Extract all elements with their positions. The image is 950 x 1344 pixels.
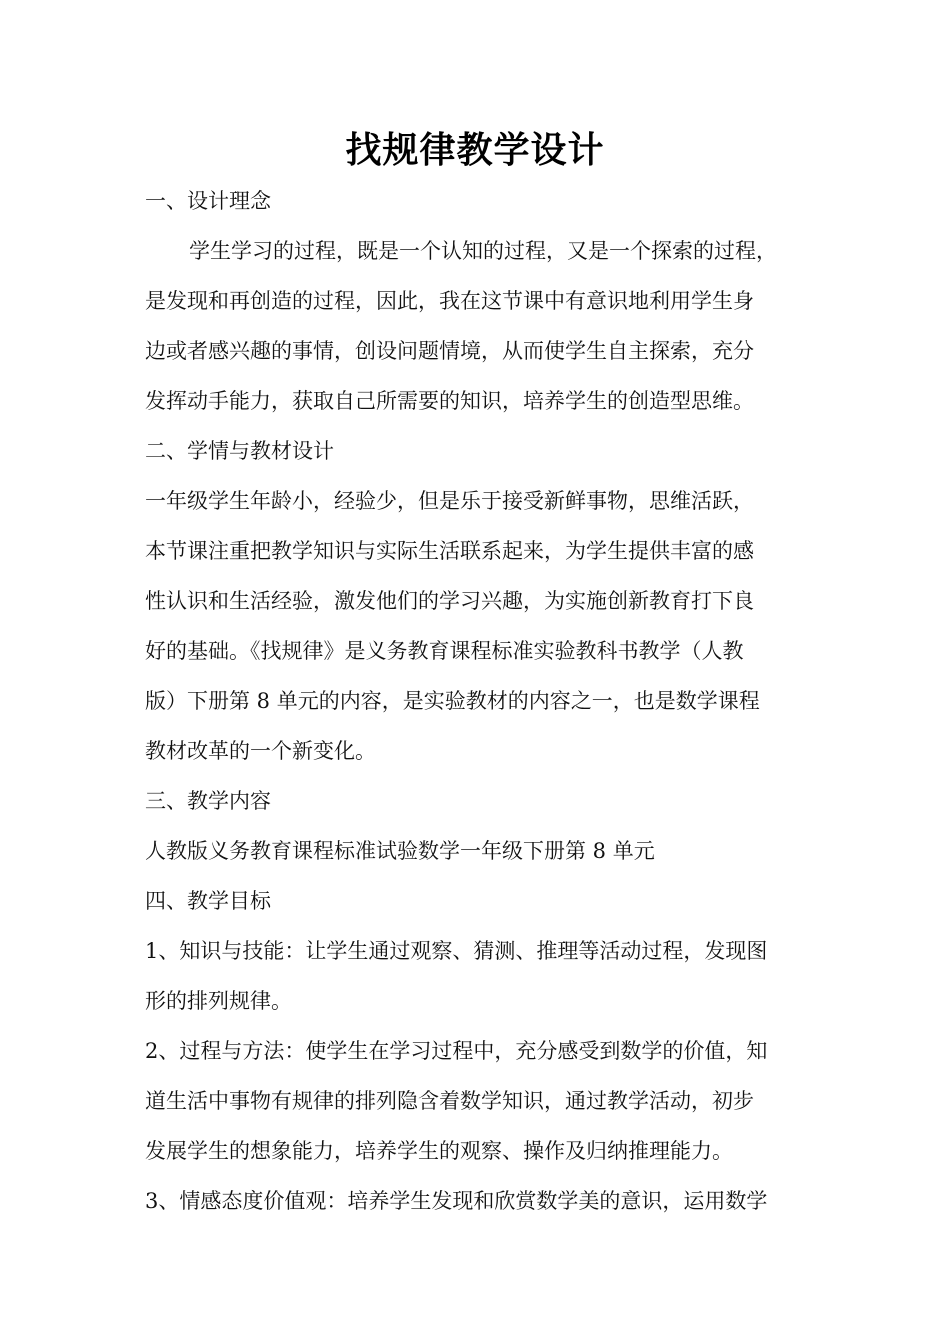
goal-line: 1、知识与技能：让学生通过观察、猜测、推理等活动过程，发现图 — [145, 939, 768, 963]
paragraph-line: 教材改革的一个新变化。 — [145, 739, 376, 763]
section-heading-learning-situation: 二、学情与教材设计 — [145, 439, 334, 463]
paragraph-line: 性认识和生活经验，激发他们的学习兴趣，为实施创新教育打下良 — [145, 589, 754, 613]
paragraph-line: 边或者感兴趣的事情，创设问题情境，从而使学生自主探索，充分 — [145, 339, 754, 363]
paragraph-line: 一年级学生年龄小，经验少，但是乐于接受新鲜事物，思维活跃， — [145, 489, 754, 513]
paragraph-line: 本节课注重把教学知识与实际生活联系起来，为学生提供丰富的感 — [145, 539, 754, 563]
paragraph-line: 学生学习的过程，既是一个认知的过程，又是一个探索的过程， — [189, 239, 777, 263]
section-heading-design-concept: 一、设计理念 — [145, 189, 271, 213]
goal-line: 形的排列规律。 — [145, 989, 292, 1013]
paragraph-line: 版）下册第 8 单元的内容，是实验教材的内容之一，也是数学课程 — [145, 689, 760, 713]
section-heading-teaching-goals: 四、教学目标 — [145, 889, 271, 913]
paragraph-line: 人教版义务教育课程标准试验数学一年级下册第 8 单元 — [145, 839, 655, 863]
goal-line: 3、情感态度价值观：培养学生发现和欣赏数学美的意识，运用数学 — [145, 1189, 768, 1213]
section-heading-teaching-content: 三、教学内容 — [145, 789, 271, 813]
paragraph-line: 发挥动手能力，获取自己所需要的知识，培养学生的创造型思维。 — [145, 389, 754, 413]
paragraph-line: 好的基础。《找规律》是义务教育课程标准实验教科书教学（人教 — [145, 639, 744, 663]
paragraph-line: 是发现和再创造的过程，因此，我在这节课中有意识地利用学生身 — [145, 289, 754, 313]
document-body — [145, 176, 835, 1226]
goal-line: 道生活中事物有规律的排列隐含着数学知识，通过教学活动，初步 — [145, 1089, 754, 1113]
goal-line: 2、过程与方法：使学生在学习过程中，充分感受到数学的价值，知 — [145, 1039, 768, 1063]
document-title: 找规律教学设计 — [345, 130, 605, 171]
goal-line: 发展学生的想象能力，培养学生的观察、操作及归纳推理能力。 — [145, 1139, 733, 1163]
